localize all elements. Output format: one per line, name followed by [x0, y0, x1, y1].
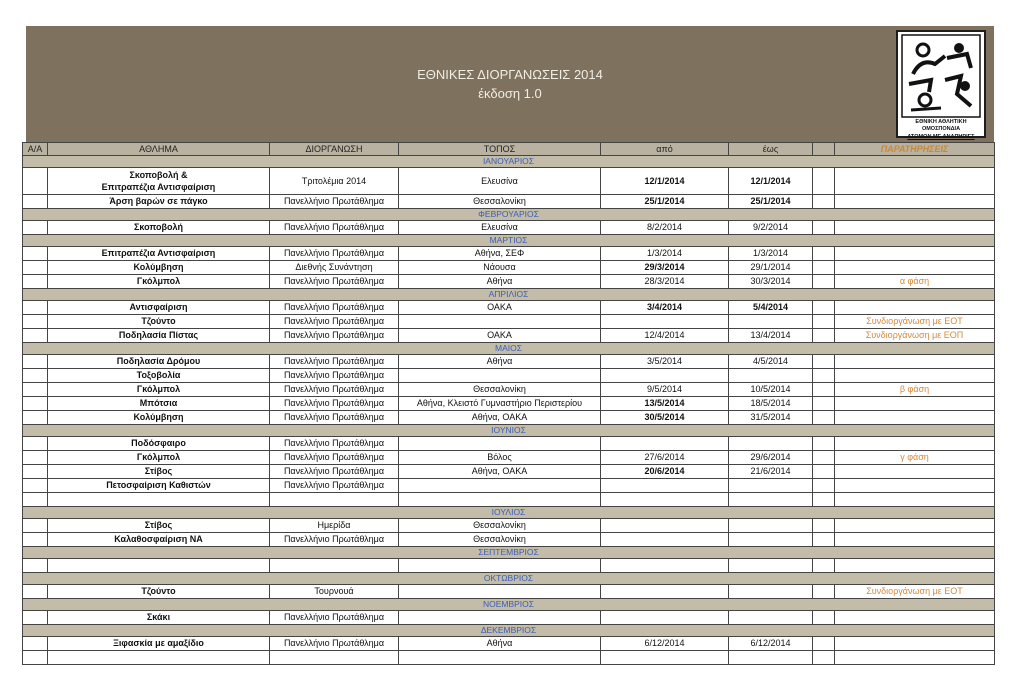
place-cell: Αθήνα	[399, 355, 601, 369]
empty-cell	[601, 559, 729, 573]
month-label: ΔΕΚΕΜΒΡΙΟΣ	[23, 625, 995, 637]
month-label: ΜΑΡΤΙΟΣ	[23, 235, 995, 247]
col-header-sport: ΑΘΛΗΜΑ	[48, 143, 270, 156]
event-cell: Ημερίδα	[270, 519, 399, 533]
month-row-apr	[23, 289, 995, 301]
table-row	[23, 637, 995, 651]
blank-cell	[813, 221, 835, 235]
to-date-cell: 18/5/2014	[729, 397, 813, 411]
from-date-cell	[601, 479, 729, 493]
to-date-cell: 29/6/2014	[729, 451, 813, 465]
to-date-cell	[729, 479, 813, 493]
empty-cell	[813, 493, 835, 507]
notes-cell: Συνδιοργάνωση με ΕΟΠ	[835, 329, 995, 343]
table-row	[23, 168, 995, 195]
sport-cell: Ποδηλασία Πίστας	[48, 329, 270, 343]
blank-cell	[813, 397, 835, 411]
from-date-cell: 27/6/2014	[601, 451, 729, 465]
aa-cell	[23, 355, 48, 369]
month-row-jun	[23, 425, 995, 437]
page-subtitle: έκδοση 1.0	[478, 86, 542, 101]
table-row	[23, 611, 995, 625]
empty-cell	[23, 559, 48, 573]
empty-cell	[48, 559, 270, 573]
event-cell: Πανελλήνιο Πρωτάθλημα	[270, 397, 399, 411]
sport-cell: Κολύμβηση	[48, 411, 270, 425]
place-cell: Ελευσίνα	[399, 168, 601, 195]
empty-cell	[270, 651, 399, 665]
empty-cell	[813, 651, 835, 665]
sport-cell	[48, 168, 270, 195]
blank-cell	[813, 315, 835, 329]
event-cell: Πανελλήνιο Πρωτάθλημα	[270, 355, 399, 369]
blank-cell	[813, 383, 835, 397]
empty-cell	[399, 651, 601, 665]
place-cell: Βόλος	[399, 451, 601, 465]
table-row	[23, 585, 995, 599]
col-header-from: από	[601, 143, 729, 156]
event-cell: Πανελλήνιο Πρωτάθλημα	[270, 611, 399, 625]
notes-cell	[835, 465, 995, 479]
col-header-place: ΤΟΠΟΣ	[399, 143, 601, 156]
notes-cell	[835, 355, 995, 369]
sport-cell: Τοξοβολία	[48, 369, 270, 383]
table-row	[23, 275, 995, 289]
from-date-cell	[601, 611, 729, 625]
table-row	[23, 383, 995, 397]
place-cell: Νάουσα	[399, 261, 601, 275]
place-cell	[399, 369, 601, 383]
sport-cell: Γκόλμπολ	[48, 275, 270, 289]
table-row	[23, 397, 995, 411]
table-row	[23, 479, 995, 493]
month-row-jan	[23, 156, 995, 168]
to-date-cell	[729, 519, 813, 533]
from-date-cell: 28/3/2014	[601, 275, 729, 289]
sport-cell: Σκοποβολή	[48, 221, 270, 235]
blank-cell	[813, 437, 835, 451]
notes-cell	[835, 261, 995, 275]
place-cell: Θεσσαλονίκη	[399, 533, 601, 547]
notes-cell	[835, 221, 995, 235]
blank-cell	[813, 247, 835, 261]
table-row	[23, 519, 995, 533]
sport-line-1: Σκοποβολή &	[129, 170, 188, 180]
empty-cell	[729, 651, 813, 665]
place-cell: Αθήνα, ΣΕΦ	[399, 247, 601, 261]
from-date-cell: 20/6/2014	[601, 465, 729, 479]
place-cell: Θεσσαλονίκη	[399, 195, 601, 209]
month-label: ΣΕΠΤΕΜΒΡΙΟΣ	[23, 547, 995, 559]
blank-cell	[813, 301, 835, 315]
col-header-blank	[813, 143, 835, 156]
to-date-cell: 25/1/2014	[729, 195, 813, 209]
aa-cell	[23, 261, 48, 275]
table-row	[23, 315, 995, 329]
to-date-cell: 30/3/2014	[729, 275, 813, 289]
empty-cell	[270, 493, 399, 507]
col-header-to: έως	[729, 143, 813, 156]
aa-cell	[23, 611, 48, 625]
empty-cell	[729, 559, 813, 573]
month-row-feb	[23, 209, 995, 221]
empty-cell	[835, 559, 995, 573]
sport-cell: Ποδηλασία Δρόμου	[48, 355, 270, 369]
logo-text-line1: ΕΘΝΙΚΗ ΑΘΛΗΤΙΚΗ ΟΜΟΣΠΟΝΔΙΑ	[915, 119, 967, 132]
place-cell: Αθήνα	[399, 637, 601, 651]
sport-cell: Σκάκι	[48, 611, 270, 625]
month-label: ΦΕΒΡΟΥΑΡΙΟΣ	[23, 209, 995, 221]
sport-cell: Ποδόσφαιρο	[48, 437, 270, 451]
empty-cell	[729, 493, 813, 507]
event-cell: Πανελλήνιο Πρωτάθλημα	[270, 451, 399, 465]
notes-cell	[835, 369, 995, 383]
notes-cell: Συνδιοργάνωση με ΕΟΤ	[835, 315, 995, 329]
sport-cell: Στίβος	[48, 465, 270, 479]
table-row	[23, 355, 995, 369]
notes-cell	[835, 611, 995, 625]
event-cell: Πανελλήνιο Πρωτάθλημα	[270, 275, 399, 289]
page-title: ΕΘΝΙΚΕΣ ΔΙΟΡΓΑΝΩΣΕΙΣ 2014	[417, 67, 603, 82]
place-cell	[399, 611, 601, 625]
to-date-cell: 29/1/2014	[729, 261, 813, 275]
notes-cell	[835, 479, 995, 493]
blank-cell	[813, 168, 835, 195]
table-row	[23, 451, 995, 465]
sport-cell: Τζούντο	[48, 315, 270, 329]
event-cell: Πανελλήνιο Πρωτάθλημα	[270, 533, 399, 547]
event-cell: Πανελλήνιο Πρωτάθλημα	[270, 369, 399, 383]
place-cell: ΟΑΚΑ	[399, 301, 601, 315]
to-date-cell: 1/3/2014	[729, 247, 813, 261]
notes-cell	[835, 195, 995, 209]
month-row-oct	[23, 573, 995, 585]
table-row	[23, 247, 995, 261]
empty-cell	[48, 651, 270, 665]
aa-cell	[23, 479, 48, 493]
event-cell: Πανελλήνιο Πρωτάθλημα	[270, 465, 399, 479]
empty-cell	[601, 651, 729, 665]
notes-cell	[835, 168, 995, 195]
blank-cell	[813, 261, 835, 275]
aa-cell	[23, 275, 48, 289]
notes-cell	[835, 397, 995, 411]
aa-cell	[23, 247, 48, 261]
aa-cell	[23, 585, 48, 599]
event-cell: Πανελλήνιο Πρωτάθλημα	[270, 637, 399, 651]
sport-line-2: Επιτραπέζια Αντισφαίριση	[101, 182, 216, 192]
empty-cell	[48, 493, 270, 507]
blank-cell	[813, 585, 835, 599]
event-cell: Πανελλήνιο Πρωτάθλημα	[270, 383, 399, 397]
month-row-jul	[23, 507, 995, 519]
empty-row	[23, 493, 995, 507]
sport-cell: Καλαθοσφαίριση ΝΑ	[48, 533, 270, 547]
from-date-cell: 30/5/2014	[601, 411, 729, 425]
aa-cell	[23, 329, 48, 343]
to-date-cell: 21/6/2014	[729, 465, 813, 479]
event-cell: Τουρνουά	[270, 585, 399, 599]
table-row	[23, 221, 995, 235]
empty-row	[23, 559, 995, 573]
empty-cell	[399, 559, 601, 573]
from-date-cell	[601, 315, 729, 329]
table-header-row	[23, 143, 995, 156]
place-cell: Αθήνα, ΟΑΚΑ	[399, 411, 601, 425]
from-date-cell	[601, 437, 729, 451]
sport-cell: Γκόλμπολ	[48, 383, 270, 397]
aa-cell	[23, 315, 48, 329]
sport-cell: Τζούντο	[48, 585, 270, 599]
sport-cell: Άρση βαρών σε πάγκο	[48, 195, 270, 209]
blank-cell	[813, 355, 835, 369]
place-cell: Αθήνα, Κλειστό Γυμναστήριο Περιστερίου	[399, 397, 601, 411]
event-cell: Πανελλήνιο Πρωτάθλημα	[270, 329, 399, 343]
empty-cell	[270, 559, 399, 573]
aa-cell	[23, 637, 48, 651]
event-cell: Πανελλήνιο Πρωτάθλημα	[270, 247, 399, 261]
from-date-cell: 9/5/2014	[601, 383, 729, 397]
notes-cell	[835, 411, 995, 425]
empty-cell	[813, 559, 835, 573]
table-row	[23, 437, 995, 451]
from-date-cell: 1/3/2014	[601, 247, 729, 261]
sport-cell: Ξιφασκία με αμαξίδιο	[48, 637, 270, 651]
to-date-cell: 13/4/2014	[729, 329, 813, 343]
from-date-cell: 8/2/2014	[601, 221, 729, 235]
notes-cell: α φάση	[835, 275, 995, 289]
blank-cell	[813, 451, 835, 465]
to-date-cell	[729, 533, 813, 547]
to-date-cell: 9/2/2014	[729, 221, 813, 235]
sport-cell: Γκόλμπολ	[48, 451, 270, 465]
blank-cell	[813, 369, 835, 383]
to-date-cell: 6/12/2014	[729, 637, 813, 651]
table-row	[23, 369, 995, 383]
event-cell: Πανελλήνιο Πρωτάθλημα	[270, 315, 399, 329]
notes-cell	[835, 437, 995, 451]
month-row-nov	[23, 599, 995, 611]
aa-cell	[23, 168, 48, 195]
sport-cell: Μπότσια	[48, 397, 270, 411]
aa-cell	[23, 533, 48, 547]
month-label: ΟΚΤΩΒΡΙΟΣ	[23, 573, 995, 585]
month-label: ΝΟΕΜΒΡΙΟΣ	[23, 599, 995, 611]
notes-cell	[835, 637, 995, 651]
month-row-dec	[23, 625, 995, 637]
place-cell: ΟΑΚΑ	[399, 329, 601, 343]
table-row	[23, 301, 995, 315]
place-cell: Ελευσίνα	[399, 221, 601, 235]
from-date-cell	[601, 533, 729, 547]
to-date-cell: 31/5/2014	[729, 411, 813, 425]
logo-text-line2: ΑΤΟΜΩΝ ΜΕ ΑΝΑΠΗΡΙΕΣ	[907, 134, 975, 140]
place-cell: Αθήνα	[399, 275, 601, 289]
notes-cell: Συνδιοργάνωση με ΕΟΤ	[835, 585, 995, 599]
event-cell: Τριτολέμια 2014	[270, 168, 399, 195]
month-row-may	[23, 343, 995, 355]
empty-cell	[399, 493, 601, 507]
notes-cell	[835, 533, 995, 547]
blank-cell	[813, 195, 835, 209]
blank-cell	[813, 637, 835, 651]
to-date-cell	[729, 369, 813, 383]
empty-cell	[23, 493, 48, 507]
place-cell	[399, 479, 601, 493]
to-date-cell: 10/5/2014	[729, 383, 813, 397]
from-date-cell: 3/4/2014	[601, 301, 729, 315]
event-cell: Πανελλήνιο Πρωτάθλημα	[270, 195, 399, 209]
from-date-cell: 6/12/2014	[601, 637, 729, 651]
aa-cell	[23, 411, 48, 425]
aa-cell	[23, 519, 48, 533]
month-label: ΑΠΡΙΛΙΟΣ	[23, 289, 995, 301]
event-cell: Πανελλήνιο Πρωτάθλημα	[270, 479, 399, 493]
to-date-cell	[729, 611, 813, 625]
from-date-cell: 3/5/2014	[601, 355, 729, 369]
to-date-cell	[729, 437, 813, 451]
to-date-cell	[729, 585, 813, 599]
place-cell	[399, 585, 601, 599]
aa-cell	[23, 383, 48, 397]
month-row-sep	[23, 547, 995, 559]
table-row	[23, 329, 995, 343]
place-cell	[399, 315, 601, 329]
from-date-cell	[601, 369, 729, 383]
event-cell: Πανελλήνιο Πρωτάθλημα	[270, 221, 399, 235]
blank-cell	[813, 611, 835, 625]
from-date-cell	[601, 519, 729, 533]
blank-cell	[813, 329, 835, 343]
notes-cell	[835, 301, 995, 315]
empty-cell	[835, 651, 995, 665]
table-row	[23, 195, 995, 209]
sport-cell: Αντισφαίριση	[48, 301, 270, 315]
col-header-event: ΔΙΟΡΓΑΝΩΣΗ	[270, 143, 399, 156]
blank-cell	[813, 465, 835, 479]
events-table	[22, 142, 995, 665]
sport-cell: Στίβος	[48, 519, 270, 533]
blank-cell	[813, 533, 835, 547]
aa-cell	[23, 437, 48, 451]
to-date-cell	[729, 315, 813, 329]
month-label: ΙΑΝΟΥΑΡΙΟΣ	[23, 156, 995, 168]
federation-logo	[896, 30, 986, 138]
aa-cell	[23, 221, 48, 235]
place-cell: Θεσσαλονίκη	[399, 519, 601, 533]
to-date-cell: 4/5/2014	[729, 355, 813, 369]
blank-cell	[813, 479, 835, 493]
month-row-mar	[23, 235, 995, 247]
empty-cell	[23, 651, 48, 665]
col-header-notes: ΠΑΡΑΤΗΡΗΣΕΙΣ	[835, 143, 995, 156]
to-date-cell: 12/1/2014	[729, 168, 813, 195]
empty-cell	[835, 493, 995, 507]
aa-cell	[23, 369, 48, 383]
event-cell: Πανελλήνιο Πρωτάθλημα	[270, 437, 399, 451]
event-cell: Διεθνής Συνάντηση	[270, 261, 399, 275]
place-cell	[399, 437, 601, 451]
from-date-cell: 25/1/2014	[601, 195, 729, 209]
aa-cell	[23, 465, 48, 479]
to-date-cell: 5/4/2014	[729, 301, 813, 315]
notes-cell	[835, 247, 995, 261]
table-row	[23, 261, 995, 275]
aa-cell	[23, 451, 48, 465]
aa-cell	[23, 397, 48, 411]
event-cell: Πανελλήνιο Πρωτάθλημα	[270, 411, 399, 425]
table-row	[23, 411, 995, 425]
header-banner	[26, 26, 994, 142]
place-cell: Θεσσαλονίκη	[399, 383, 601, 397]
event-cell: Πανελλήνιο Πρωτάθλημα	[270, 301, 399, 315]
sport-cell: Επιτραπέζια Αντισφαίριση	[48, 247, 270, 261]
sport-cell: Πετοσφαίριση Καθιστών	[48, 479, 270, 493]
blank-cell	[813, 519, 835, 533]
col-header-aa: Α/Α	[23, 143, 48, 156]
aa-cell	[23, 301, 48, 315]
from-date-cell: 29/3/2014	[601, 261, 729, 275]
from-date-cell: 12/1/2014	[601, 168, 729, 195]
table-row	[23, 465, 995, 479]
place-cell: Αθήνα, ΟΑΚΑ	[399, 465, 601, 479]
from-date-cell: 13/5/2014	[601, 397, 729, 411]
month-label: ΙΟΥΛΙΟΣ	[23, 507, 995, 519]
notes-cell: γ φάση	[835, 451, 995, 465]
table-row	[23, 533, 995, 547]
notes-cell: β φάση	[835, 383, 995, 397]
empty-row	[23, 651, 995, 665]
athletes-logo-icon	[901, 34, 981, 118]
sport-cell: Κολύμβηση	[48, 261, 270, 275]
blank-cell	[813, 411, 835, 425]
from-date-cell: 12/4/2014	[601, 329, 729, 343]
empty-cell	[601, 493, 729, 507]
blank-cell	[813, 275, 835, 289]
month-label: ΙΟΥΝΙΟΣ	[23, 425, 995, 437]
notes-cell	[835, 519, 995, 533]
aa-cell	[23, 195, 48, 209]
month-label: ΜΑΙΟΣ	[23, 343, 995, 355]
from-date-cell	[601, 585, 729, 599]
